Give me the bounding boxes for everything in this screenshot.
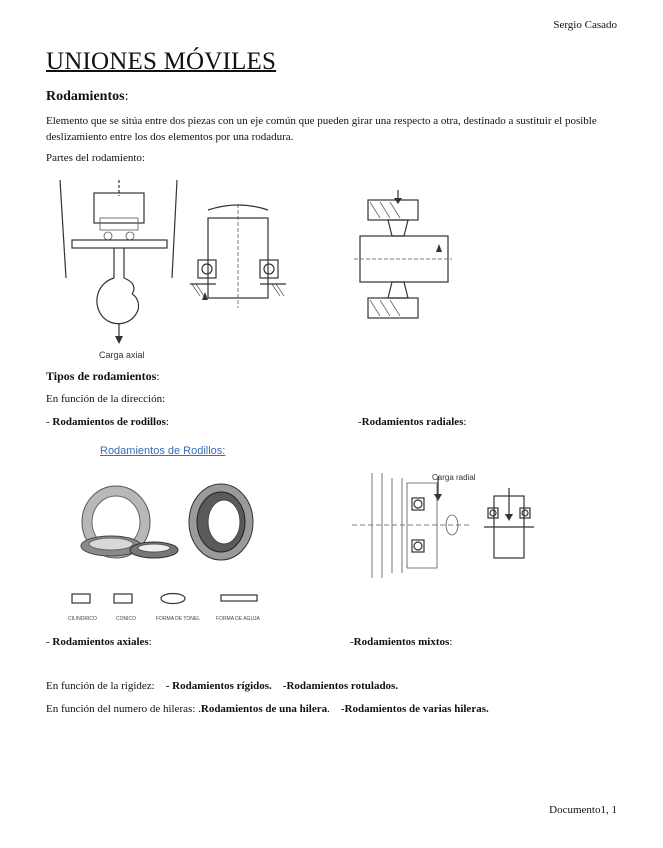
single-row-label: Rodamientos de una hilera	[200, 703, 328, 715]
shape-cilindrico: CILINDRICO	[68, 616, 97, 622]
page-header-author: Sergio Casado	[553, 19, 617, 31]
multi-row-label: -Rodamientos de varias hileras.	[340, 703, 489, 715]
shape-conico: CONICO	[116, 616, 136, 622]
mixed-item: -Rodamientos mixtos:	[350, 636, 453, 648]
types-heading	[46, 369, 160, 384]
axial-prefix: -	[46, 636, 53, 648]
rollers-prefix: -	[46, 416, 53, 428]
types-heading-text: Tipos de rodamientos	[46, 369, 157, 383]
page-footer: Documento1, 1	[549, 804, 617, 816]
shape-tonel: FORMA DE TONEL	[156, 616, 200, 622]
roller-shapes-row	[66, 590, 264, 624]
tapered-bearing-figure	[350, 188, 454, 330]
mixed-prefix: -	[350, 636, 354, 648]
rigidity-line	[46, 680, 398, 692]
swivel-label: -Rodamientos rotulados.	[282, 680, 399, 692]
definition-paragraph: Elemento que se sitúa entre dos piezas con un eje común que pueden girar una respecto a otra, destinado a sustituir el posible deslizamiento entre los dos elementos por una rodadura.	[46, 115, 597, 143]
rows-line	[46, 703, 489, 715]
parts-label: Partes del rodamiento:	[46, 152, 145, 164]
types-heading-colon: :	[156, 369, 160, 383]
radial-caption: Carga radial	[432, 473, 476, 482]
mixed-label: Rodamientos mixtos	[353, 636, 450, 648]
section-heading-colon: :	[124, 89, 129, 104]
section-heading-text: Rodamientos	[46, 89, 125, 104]
rows-prefix: En función del numero de hileras: .	[46, 703, 201, 715]
rollers-image-panel	[66, 434, 264, 624]
rollers-image-title: Rodamientos de Rodillos:	[100, 445, 226, 457]
radial-item: -Rodamientos radiales:	[358, 416, 467, 428]
axial-label: Rodamientos axiales	[52, 636, 149, 648]
page-title: UNIONES MÓVILES	[46, 48, 277, 75]
rigidity-prefix: En función de la rigidez:	[46, 680, 155, 692]
single-row-suffix: .	[327, 703, 330, 715]
radial-bearing-figure	[352, 468, 552, 588]
hook-axial-load-figure	[52, 178, 187, 363]
rollers-item: - Rodamientos de rodillos:	[46, 416, 169, 428]
axial-item: - Rodamientos axiales:	[46, 636, 152, 648]
shape-aguja: FORMA DE AGUJA	[216, 616, 260, 622]
shaft-bearing-figure	[188, 200, 292, 312]
rollers-label: Rodamientos de rodillos	[52, 416, 166, 428]
roller-bearings-photo	[76, 474, 256, 574]
section-heading-rodamientos	[46, 89, 128, 105]
radial-label: Rodamientos radiales	[361, 416, 464, 428]
by-direction-label: En función de la dirección:	[46, 393, 166, 405]
rigid-label: - Rodamientos rígidos.	[165, 680, 272, 692]
radial-prefix: -	[358, 416, 362, 428]
hook-caption: Carga axial	[99, 350, 145, 360]
